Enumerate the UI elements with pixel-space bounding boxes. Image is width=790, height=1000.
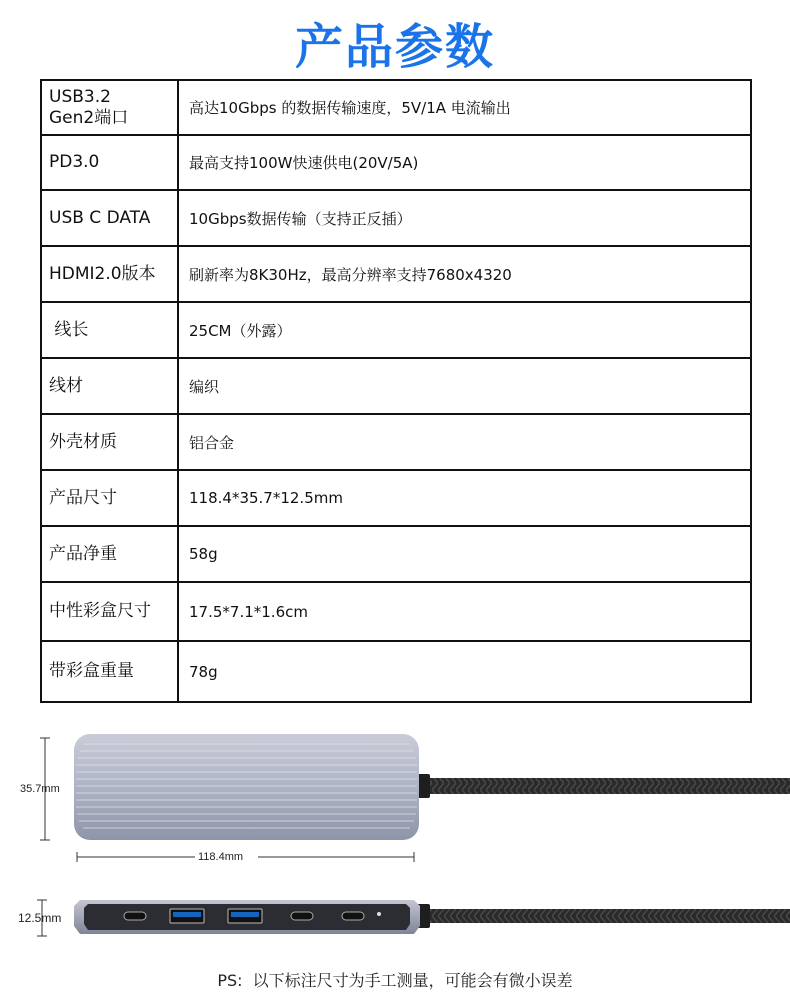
spec-value: 78g: [178, 641, 751, 702]
spec-key: PD3.0: [41, 135, 178, 190]
thickness-label: 12.5mm: [18, 911, 62, 925]
hub-side-view: [74, 900, 420, 934]
spec-key: 中性彩盒尺寸: [41, 582, 178, 641]
spec-value: 17.5*7.1*1.6cm: [178, 582, 751, 641]
spec-key-line: Gen2端口: [49, 107, 129, 128]
led-indicator: [377, 912, 381, 916]
table-row: [41, 80, 751, 135]
cable-top: [414, 774, 790, 798]
table-row: [41, 358, 751, 414]
spec-key: 线材: [41, 358, 178, 414]
table-row: [41, 526, 751, 582]
port-usb-a: [228, 909, 262, 923]
spec-table: [40, 79, 752, 703]
spec-value: 刷新率为8K30Hz，最高分辨率支持7680x4320: [178, 246, 751, 302]
table-row: [41, 246, 751, 302]
page-title: 产品参数: [294, 19, 495, 75]
spec-key: [41, 80, 178, 135]
spec-key: USB C DATA: [41, 190, 178, 246]
cable-side: [412, 904, 790, 928]
spec-value: 10Gbps数据传输（支持正反插）: [178, 190, 751, 246]
table-row: [41, 641, 751, 702]
measurement-note: PS: 以下标注尺寸为手工测量，可能会有微小误差: [217, 971, 573, 990]
spec-value: 编织: [178, 358, 751, 414]
table-row: [41, 135, 751, 190]
length-dimension: [77, 852, 414, 862]
spec-key: HDMI2.0版本: [41, 246, 178, 302]
table-row: [41, 470, 751, 526]
spec-value: 铝合金: [178, 414, 751, 470]
hub-top-view: [74, 734, 419, 840]
spec-value: 高达10Gbps 的数据传输速度，5V/1A 电流输出: [178, 80, 751, 135]
spec-key: 产品尺寸: [41, 470, 178, 526]
spec-value: 最高支持100W快速供电(20V/5A): [178, 135, 751, 190]
spec-key: 线长: [41, 302, 178, 358]
spec-key-line: USB3.2: [49, 86, 111, 107]
table-row: [41, 302, 751, 358]
spec-key: 产品净重: [41, 526, 178, 582]
height-label: 35.7mm: [20, 783, 60, 795]
spec-value: 25CM（外露）: [178, 302, 751, 358]
port-usb-a: [170, 909, 204, 923]
table-row: [41, 582, 751, 641]
spec-value: 58g: [178, 526, 751, 582]
spec-value: 118.4*35.7*12.5mm: [178, 470, 751, 526]
hub-drawing: [0, 720, 790, 960]
dimension-illustration: [0, 720, 790, 960]
length-label: 118.4mm: [198, 851, 244, 863]
spec-key: 外壳材质: [41, 414, 178, 470]
port-usb-c: [124, 912, 146, 920]
table-row: [41, 190, 751, 246]
port-usb-c: [342, 912, 364, 920]
spec-key: 带彩盒重量: [41, 641, 178, 702]
port-usb-c: [291, 912, 313, 920]
table-row: [41, 414, 751, 470]
